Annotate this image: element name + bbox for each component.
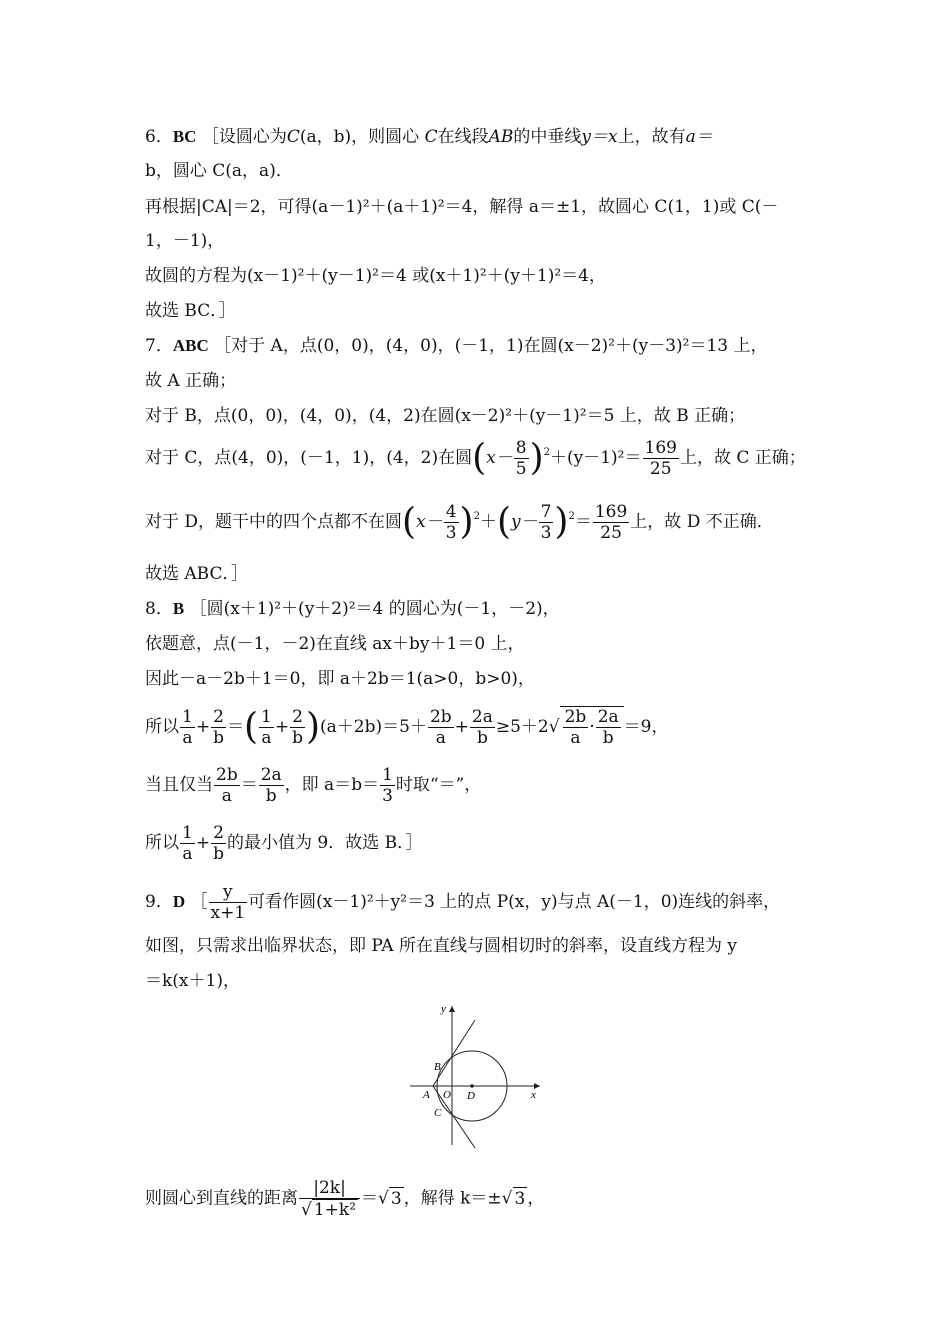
text: ，解得 k＝± [403,1188,502,1209]
text: 所以 [145,833,179,853]
text: 8 [515,438,527,458]
q7-line-1 [145,335,768,357]
text: 对于 D，题干中的四个点都不在圆 [145,512,403,532]
text: 2b [429,707,452,727]
text: a＝ [685,127,713,147]
q9-line-2: 如图，只需求出临界状态，即 PA 所在直线与圆相切时的斜率，设直线方程为 y [145,936,737,956]
text: ［圆(x＋1)²＋(y＋2)²＝4 的圆心为(－1，－2)， [189,599,560,619]
text: 25 [643,458,679,479]
fraction [211,823,226,864]
text: b [596,727,621,748]
text: y [223,882,233,902]
text: 时取“＝”， [395,775,482,795]
fraction [290,707,305,748]
text: 的中垂线 [513,127,582,147]
q6-answer: BC [172,127,197,146]
text: 当且仅当 [145,775,213,795]
q6-line-6: 故选 BC．］ [145,301,236,321]
text: x－ [486,448,513,468]
text: b [470,727,495,748]
q9-number: 9． [145,892,173,912]
q7-line-4 [145,438,806,479]
fraction [211,707,226,748]
text: √ [378,1188,389,1209]
q7-line-6: 故选 ABC．］ [145,564,248,584]
fraction [593,502,629,543]
text: 4 [445,502,457,522]
text: x－ [416,512,443,532]
q6-line-2: b，圆心 C(a，a)． [145,161,293,181]
text: 2 [213,823,224,843]
text: b [213,728,224,748]
label-x: x [531,1089,536,1101]
text: ［ [190,892,208,912]
fraction [180,823,195,864]
text: 169 [594,502,628,522]
text: 2 [473,511,480,522]
text: a [259,727,274,748]
text: 2 [213,707,224,727]
text: 2b [564,707,587,727]
fraction [380,765,395,806]
text: √ [501,1188,513,1209]
q9-answer: D [172,892,186,911]
fraction [470,707,495,748]
text: 2a [471,707,493,727]
text: ( [402,501,417,543]
text: (a，b)，则圆心 [299,127,420,147]
q7-line-3: 对于 B，点(0，0)，(4，0)，(4，2)在圆(x－2)²＋(y－1)²＝5 上，故 B 正确； [145,406,746,426]
text: (a＋2b)＝5＋ [320,717,427,737]
text: a [428,727,454,748]
q8-line-3: 因此－a－2b＋1＝0，即 a＋2b＝1(a>0，b>0)， [145,669,535,689]
text: x+1 [210,903,246,923]
q9-line-4 [145,1178,544,1220]
text: 1 [261,707,272,727]
q8-line-1 [145,598,560,620]
text: ， [527,1188,545,1209]
label-D: D [467,1090,475,1102]
text: y－ [510,512,538,532]
fraction [259,707,274,748]
text: 169 [644,438,677,458]
fraction [563,707,589,748]
fraction [444,502,459,543]
text: 则圆心到直线的距离 [145,1188,298,1209]
text: ，即 a＝b＝ [284,775,380,795]
text: a [180,843,195,864]
text: y＝x [581,127,618,147]
text: a [214,785,240,806]
fraction [643,438,679,479]
q8-line-4 [145,706,668,748]
q8-line-5 [145,765,481,806]
y-axis-arrow-icon [449,1006,455,1012]
text: a [563,727,589,748]
text: 25 [593,522,629,543]
text: ＝ [226,717,244,737]
text: a [180,727,195,748]
q6-line-1 [145,126,713,148]
text: 7 [540,502,552,522]
radical [560,706,624,748]
text: ＝ [574,512,592,532]
text: C [424,127,438,147]
q8-number: 8． [145,599,173,619]
label-C: C [434,1107,442,1119]
text: 3 [390,1188,402,1209]
text: ) [529,437,544,479]
text: ) [459,501,474,543]
text: + [195,717,211,737]
text: ＝ [240,775,258,795]
text: |2k| [313,1178,346,1198]
text: 3 [540,523,552,543]
q6-line-4: 1，－1)， [145,231,225,251]
text: ( [243,706,259,748]
q6-line-3: 再根据|CA|＝2，可得(a－1)²＋(a＋1)²＝4，解得 a＝±1，故圆心 C(1，1)或 C(－ [145,197,779,217]
q6-line-5: 故圆的方程为(x－1)²＋(y－1)²＝4 或(x＋1)²＋(y＋1)²＝4， [145,266,606,286]
text: 3 [445,523,457,543]
label-B: B [434,1061,441,1073]
q7-line-5 [145,502,774,543]
center-point [470,1084,474,1088]
text: ＋ [479,512,497,532]
text: + [454,717,469,737]
text: 1 [182,823,193,843]
text: ( [496,501,511,543]
fraction [299,1178,360,1220]
q8-line-6 [145,823,423,864]
text: 上，故 C 正确； [679,448,806,468]
text: ≥5＋2 [495,717,549,737]
text: 2a [260,765,282,785]
q8-answer: B [172,599,185,618]
text: ＝ [361,1188,379,1209]
text: 可看作圆(x－1)²＋y²＝3 上的点 P(x，y)与点 A(－1，0)连线的斜率， [248,892,781,912]
text: ［设圆心为 [201,127,287,147]
fraction [209,882,248,923]
text: √ 1+k² [299,1198,360,1220]
fraction [514,438,529,479]
text: AB [488,127,514,147]
text: 3 [514,1188,526,1209]
fraction [428,707,454,748]
text: ＋(y－1)²＝ [550,448,642,468]
text: b [292,728,303,748]
text: 5 [515,459,527,479]
text: ＝9， [623,717,669,737]
q7-answer: ABC [172,336,209,355]
text: √ [548,717,560,737]
text: · [589,717,595,737]
q9-line-3: ＝k(x＋1)， [145,971,240,991]
text: 在线段 [437,127,489,147]
q9-line-1 [145,882,780,923]
text: 1 [182,707,193,727]
fraction [180,707,195,748]
text: 上，故 D 不正确． [630,512,774,532]
label-y: y [441,1003,446,1015]
q6-number: 6． [145,127,173,147]
text: b [259,785,284,806]
text: 2a [597,707,619,727]
text: + [274,717,290,737]
fraction [539,502,554,543]
fraction [214,765,240,806]
text: ( [472,437,487,479]
fraction [259,765,284,806]
text: 对于 C，点(4，0)，(－1，1)，(4，2)在圆 [145,448,473,468]
text: C [286,127,300,147]
q8-line-2: 依题意，点(－1，－2)在直线 ax＋by＋1＝0 上， [145,634,525,654]
text: 2 [568,511,575,522]
text: ) [305,706,321,748]
text: ) [554,501,569,543]
text: 的最小值为 9．故选 B．］ [226,833,423,853]
circle-tangent-figure [405,1000,545,1150]
text: 上，故有 [617,127,686,147]
label-O: O [443,1089,451,1101]
text: b [213,844,224,864]
q7-line-2: 故 A 正确； [145,371,237,391]
text: 2 [292,707,303,727]
text: 1+k² [313,1200,357,1220]
text: + [195,833,211,853]
label-A: A [423,1089,430,1101]
fraction [596,707,621,748]
text: 所以 [145,717,179,737]
text: 2b [216,765,238,785]
text: 3 [382,786,393,806]
q7-number: 7． [145,336,173,356]
text: 2 [543,447,550,458]
text: 1 [382,765,393,785]
tangent-upper [433,1020,475,1086]
text: ［对于 A，点(0，0)，(4，0)，(－1，1)在圆(x－2)²＋(y－3)²＝13 上， [214,336,768,356]
